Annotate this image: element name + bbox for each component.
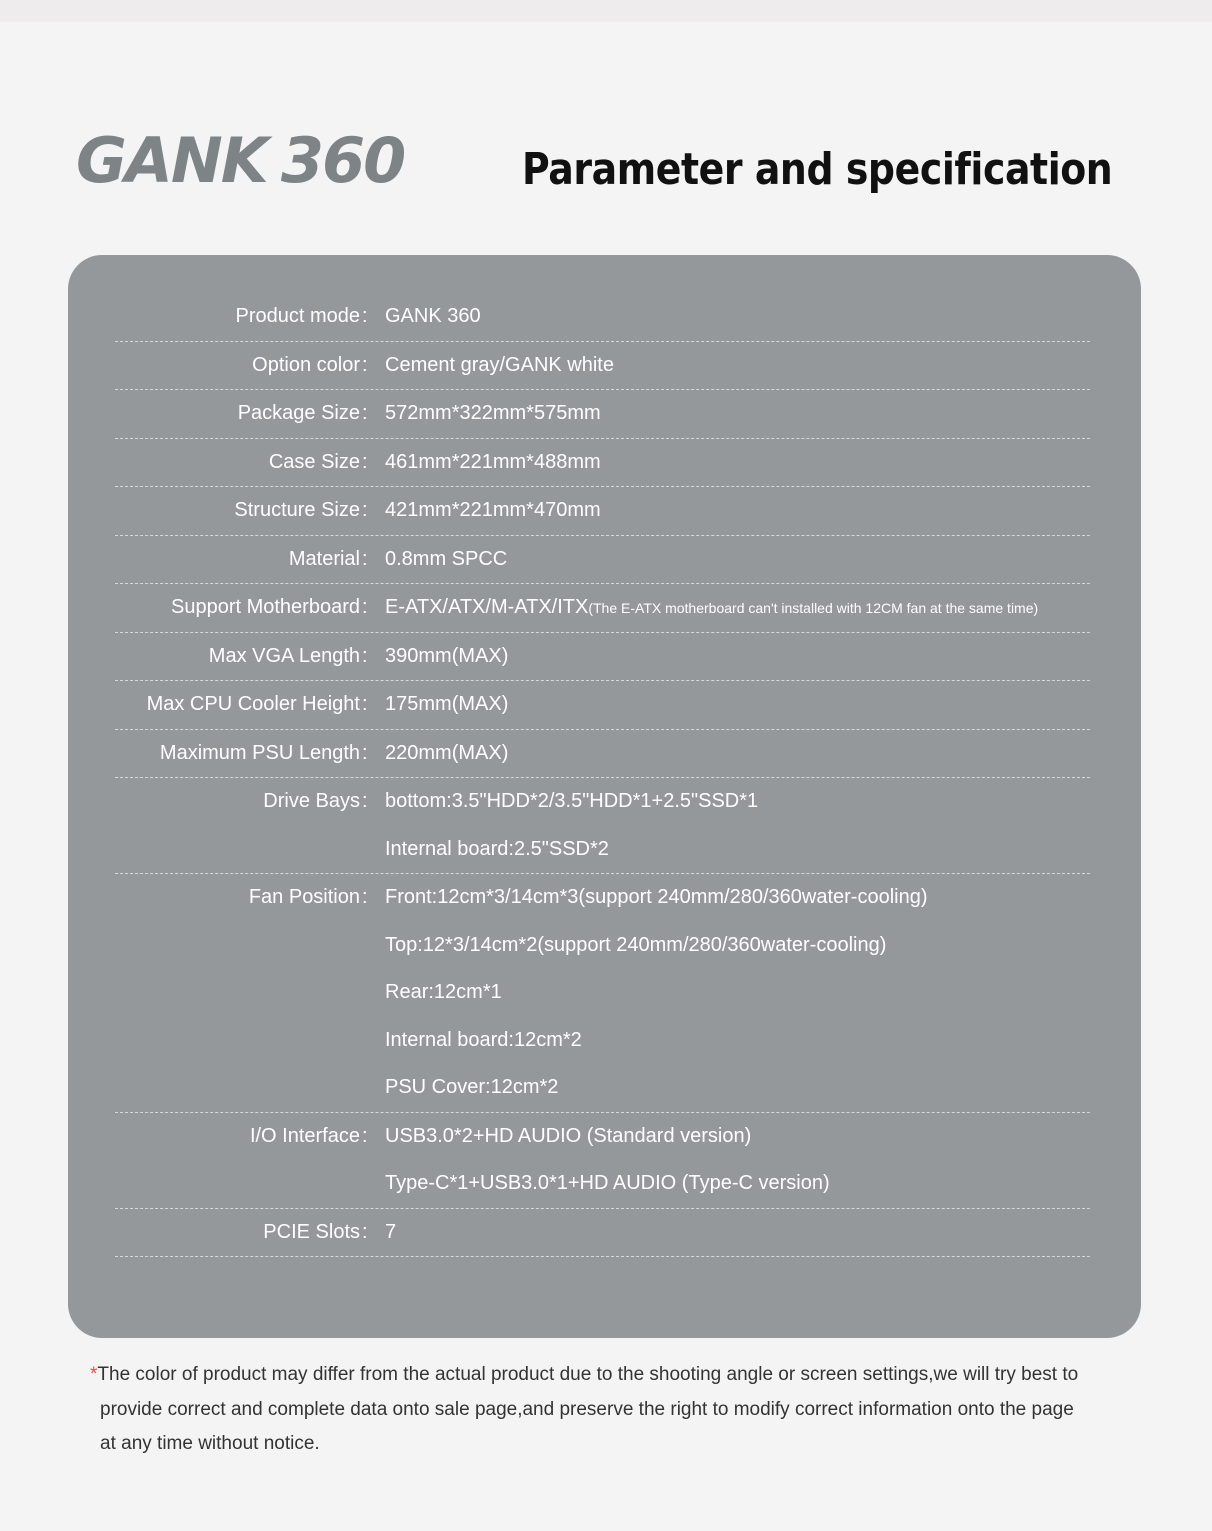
spec-label: Fan Position	[248, 886, 360, 909]
spec-line	[115, 342, 1090, 390]
spec-label: Maximum PSU Length	[159, 741, 360, 764]
spec-value: 220mm(MAX)	[385, 741, 509, 764]
page-title: Parameter and specification	[522, 144, 1113, 195]
spec-line	[115, 969, 1090, 1017]
spec-line	[115, 1017, 1090, 1065]
spec-colon: :	[362, 886, 368, 909]
spec-colon: :	[362, 741, 368, 764]
spec-colon: :	[362, 450, 368, 473]
logo-model: 360	[280, 124, 405, 197]
spec-colon: :	[362, 596, 368, 619]
spec-line	[115, 922, 1090, 970]
spec-value: 0.8mm SPCC	[385, 547, 508, 570]
spec-line	[115, 293, 1090, 341]
spec-value: Front:12cm*3/14cm*3(support 240mm/280/360water-cooling)	[385, 886, 928, 909]
spec-value: Type-C*1+USB3.0*1+HD AUDIO (Type-C version)	[385, 1172, 830, 1195]
spec-value: 390mm(MAX)	[385, 644, 509, 667]
spec-line	[115, 584, 1090, 632]
spec-value: 175mm(MAX)	[385, 693, 509, 716]
spec-value: Rear:12cm*1	[385, 981, 502, 1004]
spec-value: Internal board:12cm*2	[385, 1028, 582, 1051]
footnote-line-1	[90, 1358, 1130, 1393]
spec-colon: :	[362, 353, 368, 376]
footnote-line-3: at any time without notice.	[100, 1433, 320, 1454]
spec-value: Cement gray/GANK white	[385, 353, 614, 376]
spec-label: Max CPU Cooler Height	[146, 693, 360, 716]
spec-value: GANK 360	[385, 305, 481, 328]
spec-label: Package Size	[237, 402, 360, 425]
logo-brand: GANK	[76, 124, 267, 197]
spec-line	[115, 874, 1090, 922]
spec-value: PSU Cover:12cm*2	[385, 1076, 559, 1099]
top-strip	[0, 0, 1212, 22]
footnote-line-2: provide correct and complete data onto sale page,and preserve the right to modify correct information onto the page	[100, 1398, 1074, 1420]
spec-row	[115, 681, 1090, 730]
spec-line	[115, 1113, 1090, 1161]
spec-row	[115, 439, 1090, 488]
spec-colon: :	[362, 790, 368, 813]
spec-colon: :	[362, 547, 368, 570]
spec-line	[115, 487, 1090, 535]
spec-row	[115, 874, 1090, 1113]
spec-value: USB3.0*2+HD AUDIO (Standard version)	[385, 1124, 752, 1147]
spec-row	[115, 487, 1090, 536]
spec-row	[115, 342, 1090, 391]
spec-label: Material	[288, 547, 360, 570]
spec-colon: :	[362, 1220, 368, 1243]
spec-value: 572mm*322mm*575mm	[385, 402, 601, 425]
spec-line	[115, 826, 1090, 874]
spec-value: E-ATX/ATX/M-ATX/ITX	[385, 596, 589, 619]
spec-line	[115, 778, 1090, 826]
spec-row	[115, 536, 1090, 585]
spec-line	[115, 1209, 1090, 1257]
spec-label: Option color	[252, 353, 360, 376]
spec-value: bottom:3.5"HDD*2/3.5"HDD*1+2.5"SSD*1	[385, 790, 759, 813]
spec-label: Product mode	[235, 305, 360, 328]
spec-row	[115, 633, 1090, 682]
spec-row	[115, 1209, 1090, 1258]
spec-line	[115, 730, 1090, 778]
spec-panel	[68, 255, 1141, 1338]
spec-colon: :	[362, 1124, 368, 1147]
gank-360-logo	[76, 124, 506, 197]
spec-value: 7	[385, 1220, 397, 1243]
spec-colon: :	[362, 305, 368, 328]
footnote-star: *	[90, 1364, 98, 1385]
spec-line	[115, 390, 1090, 438]
spec-colon: :	[362, 402, 368, 425]
spec-line	[115, 1064, 1090, 1112]
spec-row	[115, 730, 1090, 779]
spec-value: Top:12*3/14cm*2(support 240mm/280/360water-cooling)	[385, 933, 887, 956]
spec-line	[115, 633, 1090, 681]
spec-line	[115, 536, 1090, 584]
spec-row	[115, 293, 1090, 342]
spec-row	[115, 584, 1090, 633]
spec-label: PCIE Slots	[263, 1220, 360, 1243]
spec-value: 461mm*221mm*488mm	[385, 450, 601, 473]
spec-label: I/O Interface	[249, 1124, 360, 1147]
spec-row	[115, 1113, 1090, 1209]
disclaimer-footnote	[90, 1358, 1130, 1462]
spec-table	[115, 293, 1090, 1257]
page-header	[76, 124, 1146, 208]
spec-value: Internal board:2.5"SSD*2	[385, 837, 609, 860]
spec-line	[115, 439, 1090, 487]
spec-colon: :	[362, 644, 368, 667]
spec-label: Case Size	[268, 450, 360, 473]
spec-colon: :	[362, 693, 368, 716]
footnote-text-1: The color of product may differ from the actual product due to the shooting angle or screen settings,we will try best to	[97, 1364, 1079, 1385]
spec-label: Support Motherboard	[170, 596, 360, 619]
spec-label: Drive Bays	[263, 790, 360, 813]
spec-note: (The E-ATX motherboard can't installed with 12CM fan at the same time)	[588, 599, 1039, 616]
spec-row	[115, 390, 1090, 439]
spec-line	[115, 681, 1090, 729]
spec-value: 421mm*221mm*470mm	[385, 499, 601, 522]
spec-label: Max VGA Length	[208, 644, 360, 667]
spec-line	[115, 1160, 1090, 1208]
spec-label: Structure Size	[234, 499, 360, 522]
spec-colon: :	[362, 499, 368, 522]
spec-row	[115, 778, 1090, 874]
